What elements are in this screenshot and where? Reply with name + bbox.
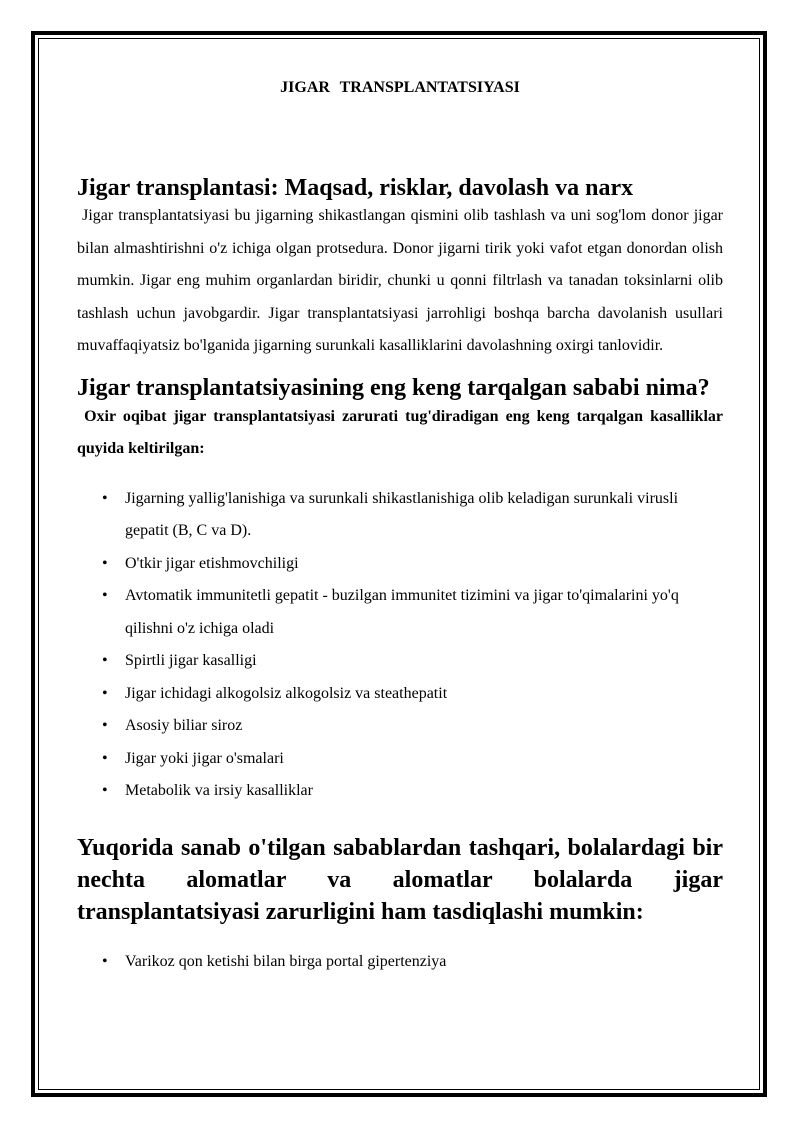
bullet-icon: • [102,717,108,734]
section1-heading: Jigar transplantasi: Maqsad, risklar, davolash va narx [77,175,634,201]
document-body [77,76,723,978]
list-item: • Asosiy biliar siroz [77,710,723,743]
section3-list [77,946,723,979]
list-item: • Avtomatik immunitetli gepatit - buzilgan immunitet tizimini va jigar to'qimalarini yo'q qilishni o'z ichiga oladi [77,580,723,645]
list-item: • Metabolik va irsiy kasalliklar [77,775,723,808]
bullet-icon: • [102,952,108,970]
document-title: JIGAR TRANSPLANTATSIYASI [280,79,520,96]
list-item: • Jigar yoki jigar o'smalari [77,743,723,776]
list-item: • Varikoz qon ketishi bilan birga portal gipertenziya [77,946,723,979]
section2-heading: Jigar transplantatsiyasining eng keng tarqalgan sababi nima? [77,374,710,401]
bullet-icon: • [102,587,108,604]
list-item: • O'tkir jigar etishmovchiligi [77,548,723,581]
bullet-icon: • [102,489,108,507]
bullet-icon: • [102,782,108,799]
bullet-icon: • [102,749,108,767]
bullet-icon: • [102,684,108,702]
list-item: • Jigar ichidagi alkogolsiz alkogolsiz va steathepatit [77,678,723,711]
list-item: • Jigarning yallig'lanishiga va surunkali shikastlanishiga olib keladigan surunkali virusli gepatit (B, C va D). [77,483,723,548]
list-item: • Spirtli jigar kasalligi [77,645,723,678]
bullet-icon: • [102,554,108,572]
bullet-icon: • [102,652,108,669]
section2-list [77,483,723,808]
section3-heading: Yuqorida sanab o'tilgan sabablardan tashqari, bolalardagi bir nechta alomatlar va alomatlar bolalarda jigar transplantatsiyasi zarurligini ham tasdiqlashi mumkin: [77,834,723,925]
section2-intro: Oxir oqibat jigar transplantatsiyasi zarurati tug'diradigan eng keng tarqalgan kasalliklar quyida keltirilgan: [77,407,724,457]
section1-paragraph: Jigar transplantatsiyasi bu jigarning shikastlangan qismini olib tashlash va uni sog'lom donor jigar bilan almashtirishni o'z ichiga olgan protsedura. Donor jigarni tirik yoki vafot etgan donordan olish mumkin. Jigar eng muhim organlardan biridir, chunki u qonni filtrlash va tanadan toksinlarni olib tashlash uchun javobgardir. Jigar transplantatsiyasi jarrohligi boshqa barcha davolanish usullari muvaffaqiyatsiz bo'lganida jigarning surunkali kasalliklarini davolashning oxirgi tanlovidir. [77,207,724,354]
